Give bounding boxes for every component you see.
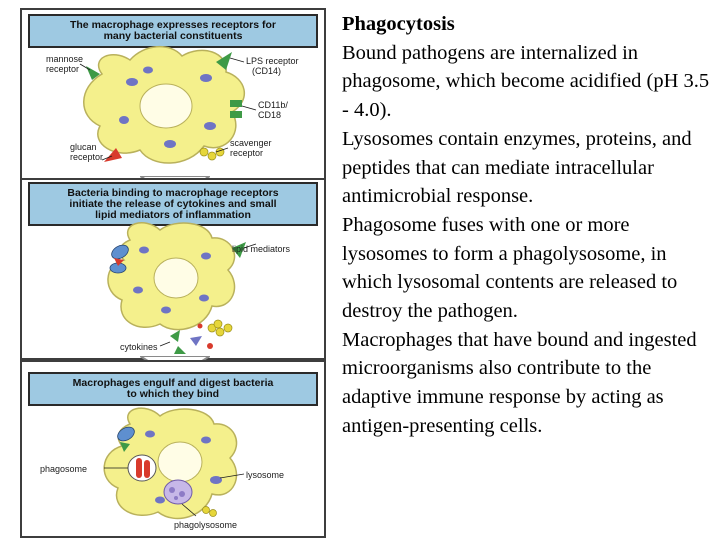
- lipid-mediators-label: lipid mediators: [232, 244, 291, 254]
- glucan-label: receptor: [70, 152, 104, 162]
- phagolysosome: [164, 480, 192, 504]
- lps-label: (CD14): [252, 66, 282, 76]
- nucleus: [140, 84, 192, 128]
- scavenger-label: scavenger: [230, 138, 272, 148]
- text-panel: [342, 10, 714, 441]
- paragraph-lysosomes: Lysosomes contain enzymes, proteins, and peptides that can mediate intracellular antimicrobial response.: [342, 127, 692, 208]
- header-line: initiate the release of cytokines and small: [69, 197, 277, 210]
- header-line: The macrophage expresses receptors for: [69, 19, 276, 31]
- scavenger-receptor: [200, 148, 224, 160]
- paragraph-internalization: Bound pathogens are internalized in phagosome, which become acidified (pH 3.5 - 4.0).: [342, 41, 710, 122]
- phagolysosome-label: phagolysosome: [174, 520, 238, 530]
- mannose-label: mannose: [46, 54, 84, 64]
- cd11-receptor: [230, 100, 242, 107]
- scavenger-label: receptor: [230, 148, 264, 158]
- header-line: many bacterial constituents: [103, 30, 243, 42]
- cd11-label: CD11b/: [258, 100, 288, 110]
- slide-title: Phagocytosis: [342, 13, 455, 35]
- cytokines-label: cytokines: [120, 342, 158, 352]
- receptors-illustration: [20, 8, 326, 180]
- glucan-label: glucan: [70, 142, 97, 152]
- nucleus: [158, 442, 202, 482]
- binding-illustration: [20, 178, 326, 360]
- bacteria-cluster: [203, 507, 217, 517]
- bacteria-cluster: [208, 320, 232, 336]
- paragraph-phagolysosome: Phagosome fuses with one or more lysosomes to form a phagolysosome, in which lysosomal contents are released to destroy the pathogen.: [342, 213, 678, 323]
- mannose-label: receptor: [46, 64, 80, 74]
- header-line: Macrophages engulf and digest bacteria: [72, 377, 274, 389]
- engulf-illustration: [20, 360, 326, 538]
- paragraph-antigen-presenting: Macrophages that have bound and ingested microorganisms also contribute to the adaptive immune response by acting as antigen-presenting cells.: [342, 328, 697, 437]
- cd11-receptor: [230, 111, 242, 118]
- header-line: lipid mediators of inflammation: [95, 208, 251, 221]
- macrophage-figure: [20, 8, 332, 538]
- lps-label: LPS receptor: [246, 56, 299, 66]
- header-line: Bacteria binding to macrophage receptors: [67, 186, 279, 199]
- phagosome-label: phagosome: [40, 464, 88, 474]
- header-line: to which they bind: [126, 388, 220, 400]
- nucleus: [154, 258, 198, 298]
- lysosome-label: lysosome: [246, 470, 285, 480]
- cd11-label: CD18: [258, 110, 282, 120]
